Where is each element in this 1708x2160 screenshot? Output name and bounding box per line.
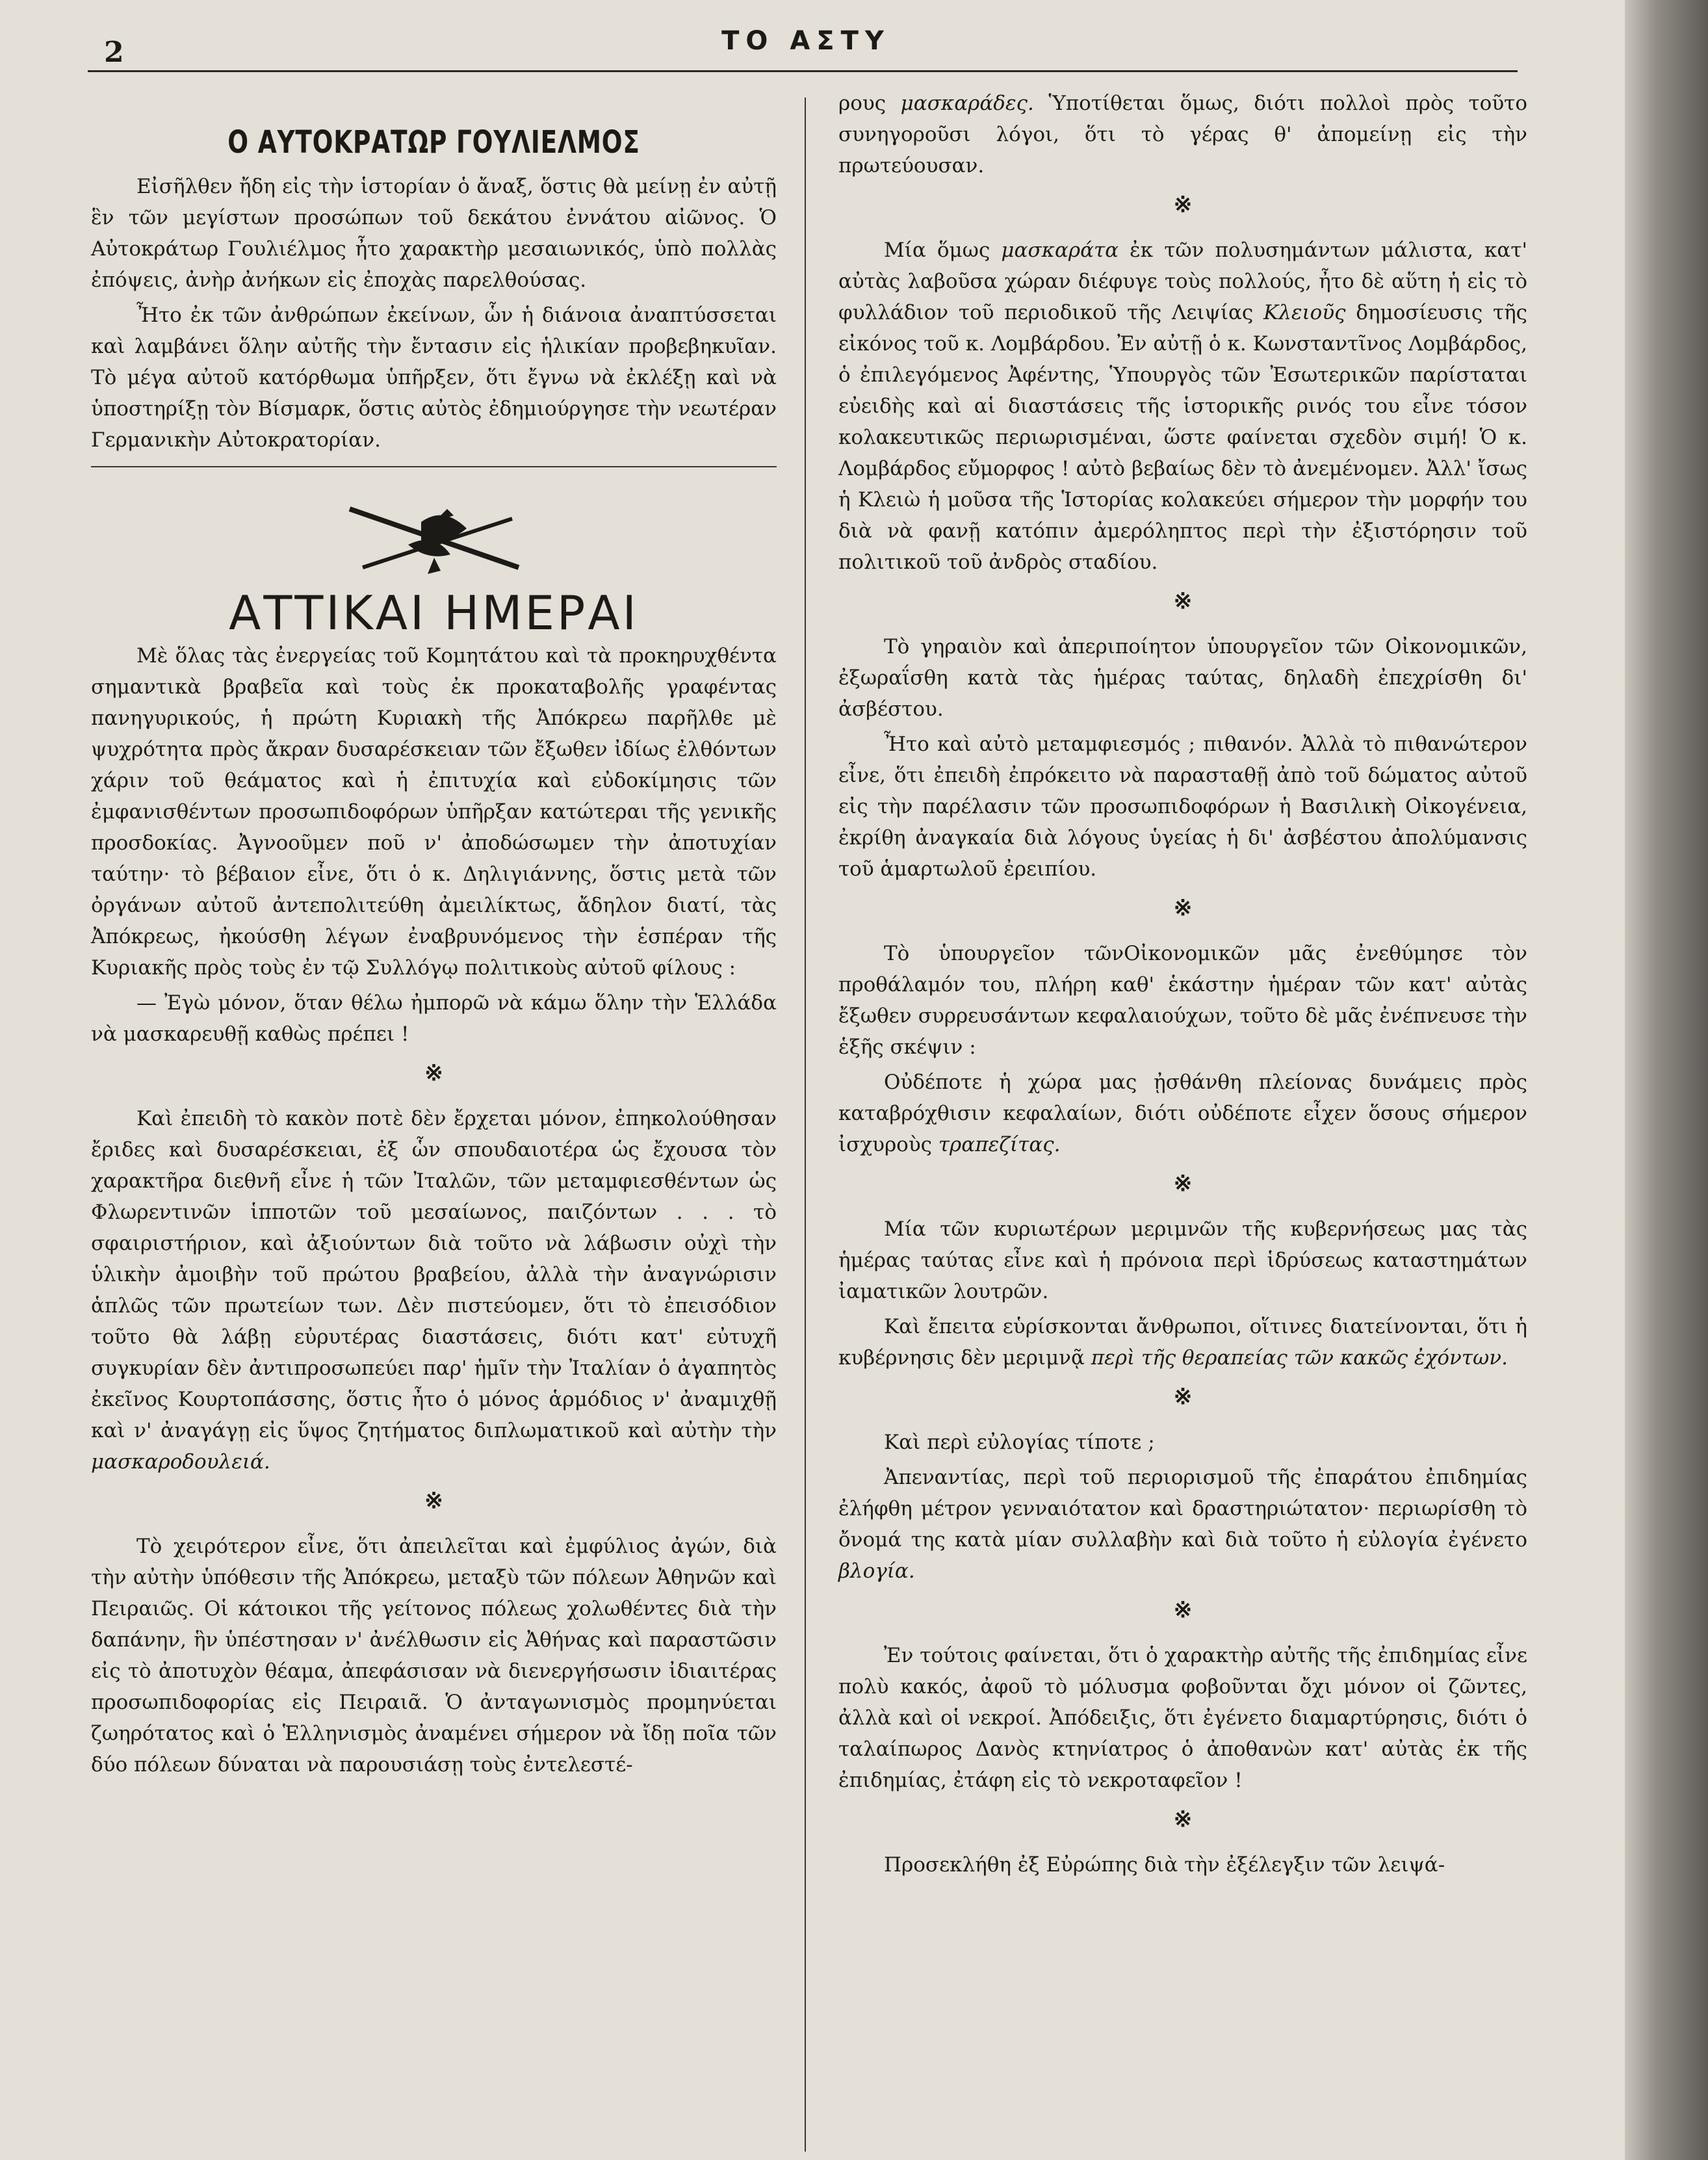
paragraph-text: ρους: [838, 92, 886, 115]
paragraph: [838, 1067, 1527, 1160]
column-divider: [805, 98, 806, 2152]
asterism-separator: ※: [424, 1060, 443, 1086]
italic-word: μασκαράδες.: [900, 92, 1034, 115]
paragraph: [838, 1462, 1527, 1587]
asterism-separator: ※: [1173, 192, 1193, 218]
paragraph-text: Καὶ ἔπειτα εὑρίσκονται ἄνθρωποι, οἵτινες διατείνονται, ὅτι ἡ κυβέρνησις δὲν μεριμνᾷ: [838, 1315, 1527, 1370]
paragraph-text: ἐκ τῶν πολυσημάντων μάλιστα, κατ' αὐτὰς λαβοῦσα χώραν διέφυγε τοὺς πολλούς, ἦτο δὲ αὕτη ἡ εἰς τὸ φυλλάδιον τοῦ περιοδικοῦ τῆς Λειψίας: [838, 239, 1528, 324]
left-column: [91, 101, 777, 1784]
asterism-separator: ※: [1173, 1171, 1193, 1197]
asterism-separator: ※: [424, 1488, 443, 1514]
page-number: 2: [104, 36, 124, 69]
paragraph: Ἐν τούτοις φαίνεται, ὅτι ὁ χαρακτὴρ αὐτῆς τῆς ἐπιδημίας εἶνε πολὺ κακός, ἀφοῦ τὸ μόλυσμα φοβοῦνται ὄχι μόνον οἱ ζῶντες, ἀλλὰ καὶ οἱ νεκροί. Ἀπόδειξις, ὅτι ἐγένετο διαμαρτύρησις, διότι ὁ ταλαίπωρος Δανὸς κτηνίατρος ὁ ἀποθανὼν κατ' αὐτὰς ἐκ τῆς ἐπιδημίας, ἐτάφη εἰς τὸ νεκροταφεῖον !: [838, 1644, 1527, 1792]
asterism-separator: ※: [1173, 1384, 1193, 1410]
paragraph: Ἦτο ἐκ τῶν ἀνθρώπων ἐκείνων, ὧν ἡ διάνοια ἀναπτύσσεται καὶ λαμβάνει ὅλην αὐτῆς τὴν ἔντασιν εἰς ἡλικίαν προβεβηκυῖαν. Τὸ μέγα αὐτοῦ κατόρθωμα ὑπῆρξεν, ὅτι ἔγνω νὰ ἐκλέξῃ καὶ νὰ ὑποστηρίξῃ τὸν Βίσμαρκ, ὅστις αὐτὸς ἐδημιούργησε τὴν νεωτέραν Γερμανικὴν Αὐτοκρατορίαν.: [91, 304, 777, 452]
section-divider: [91, 466, 777, 467]
quill-pen-icon: [337, 483, 532, 593]
paragraph: — Ἐγὼ μόνον, ὅταν θέλω ἠμπορῶ νὰ κάμω ὅλην τὴν Ἑλλάδα νὰ μασκαρευθῇ καθὼς πρέπει !: [91, 991, 777, 1046]
newspaper-title: ΤΟ ΑΣΤΥ: [721, 26, 890, 56]
paragraph: [838, 1311, 1527, 1373]
paragraph: Μὲ ὅλας τὰς ἐνεργείας τοῦ Κομητάτου καὶ τὰ προκηρυχθέντα σημαντικὰ βραβεῖα καὶ τοὺς ἐκ προκαταβολῆς γραφέντας πανηγυρικούς, ἡ πρώτη Κυριακὴ τῆς Ἀπόκρεω παρῆλθε μὲ ψυχρότητα πρὸς ἄκραν δυσαρέσκειαν τῶν ἔξωθεν ἰδίως ἐλθόντων χάριν τοῦ θεάματος καὶ ἡ ἐπιτυχία καὶ εὐδοκίμησις τῶν ἐμφανισθέντων προσωπιδοφόρων ὑπῆρξαν κατώτεραι τῆς γενικῆς προσδοκίας. Ἀγνοοῦμεν ποῦ ν' ἀποδώσωμεν τὴν ἀποτυχίαν ταύτην· τὸ βέβαιον εἶνε, ὅτι ὁ κ. Δηλιγιάννης, ὅστις μετὰ τῶν ὀργάνων αὐτοῦ ἀντεπολιτεύθη ἀμειλίκτως, ἄδηλον διατί, τὰς Ἀπόκρεως, ἠκούσθη λέγων ἐναβρυνόμενος τὴν ἑσπέραν τῆς Κυριακῆς πρὸς τοὺς ἐν τῷ Συλλόγῳ πολιτικοὺς αὐτοῦ φίλους :: [91, 644, 777, 980]
italic-word: Κλειοῦς: [1263, 301, 1346, 324]
paragraph-text: Ἀπεναντίας, περὶ τοῦ περιορισμοῦ τῆς ἐπαράτου ἐπιδημίας ἐλήφθη μέτρον γενναιότατον καὶ δραστηριώτατον· περιωρίσθη τὸ ὄνομά της κατὰ μίαν συλλαβὴν καὶ διὰ τοῦτο ἡ εὐλογία ἐγένετο: [838, 1466, 1527, 1552]
paragraph: [838, 88, 1527, 181]
paragraph-text: Καὶ ἐπειδὴ τὸ κακὸν ποτὲ δὲν ἔρχεται μόνον, ἐπηκολούθησαν ἔριδες καὶ δυσαρέσκειαι, ἐξ ὧν σπουδαιοτέρα ὡς ἔχουσα τὸν χαρακτῆρα διεθνῆ εἶνε ἡ τῶν Ἰταλῶν, τῶν μεταμφιεσθέντων ὡς Φλωρεντινῶν ἱπποτῶν τοῦ μεσαίωνος, παιζόντων . . . τὸ σφαιριστήριον, καὶ ἀξιούντων διὰ τοῦτο νὰ λάβωσιν οὐχὶ τὴν ὑλικὴν ἀμοιβὴν τοῦ πρώτου βραβείου, ἀλλὰ τὴν ἀναγνώρισιν ἁπλῶς τῶν πρωτείων των. Δὲν πιστεύομεν, ὅτι τὸ ἐπεισόδιον τοῦτο θὰ λάβῃ εὐρυτέρας διαστάσεις, διότι κατ' εὐτυχῆ συγκυρίαν δὲν ἀντιπροσωπεύει παρ' ἡμῖν τὴν Ἰταλίαν ὁ ἀγαπητὸς ἐκεῖνος Κουρτοπάσσης, ὅστις ἦτο ὁ μόνος ἁρμόδιος ν' ἀναμιχθῇ καὶ ν' ἀναγάγῃ εἰς ὕψος ζητήματος διπλωματικοῦ καὶ αὐτὴν τὴν: [91, 1107, 777, 1442]
paragraph: [838, 235, 1527, 578]
right-column: [838, 88, 1527, 1884]
paragraph: Τὸ ὑπουργεῖον τῶνΟἰκονομικῶν μᾶς ἐνεθύμησε τὸν προθάλαμόν του, πλήρη καθ' ἑκάστην ἡμέραν τῶν κατ' αὐτὰς ἔξωθεν συρρευσάντων κεφαλαιούχων, τοῦτο δὲ μᾶς ἐνέπνευσε τὴν ἑξῆς σκέψιν :: [838, 942, 1527, 1059]
paragraph: Μία τῶν κυριωτέρων μεριμνῶν τῆς κυβερνήσεως μας τὰς ἡμέρας ταύτας εἶνε καὶ ἡ πρόνοια περὶ ἱδρύσεως καταστημάτων ἰαματικῶν λουτρῶν.: [838, 1217, 1527, 1303]
italic-word: βλογία.: [838, 1559, 915, 1583]
asterism-separator: ※: [1173, 1597, 1193, 1623]
paragraph-text: Ὑποτίθεται ὅμως, διότι πολλοὶ πρὸς τοῦτο συνηγοροῦσι λόγοι, ὅτι τὸ γέρας θ' ἀπομείνῃ εἰς τὴν πρωτεύουσαν.: [838, 92, 1527, 177]
paragraph: Εἰσῆλθεν ἤδη εἰς τὴν ἱστορίαν ὁ ἄναξ, ὅστις θὰ μείνῃ ἐν αὐτῇ ἓν τῶν μεγίστων προσώπων τοῦ δεκάτου ἐννάτου αἰῶνος. Ὁ Αὐτοκράτωρ Γουλιέλμος ἦτο χαρακτὴρ μεσαιωνικός, ὑπὸ πολλὰς ἐπόψεις, ἀνὴρ ἀνήκων εἰς ἐποχὰς παρελθούσας.: [91, 175, 777, 292]
paragraph: Καὶ περὶ εὐλογίας τίποτε ;: [884, 1431, 1155, 1454]
paragraph: Προσεκλήθη ἐξ Εὐρώπης διὰ τὴν ἐξέλεγξιν τῶν λειψά-: [884, 1853, 1445, 1877]
paragraph: Τὸ γηραιὸν καὶ ἀπεριποίητον ὑπουργεῖον τῶν Οἰκονομικῶν, ἐξωραΐσθη κατὰ τὰς ἡμέρας ταύτας, δηλαδὴ ἐπεχρίσθη δι' ἀσβέστου.: [838, 635, 1527, 721]
paragraph: Ἦτο καὶ αὐτὸ μεταμφιεσμός ; πιθανόν. Ἀλλὰ τὸ πιθανώτερον εἶνε, ὅτι ἐπειδὴ ἐπρόκειτο νὰ παρασταθῇ ἀπὸ τοῦ δώματος αὐτοῦ εἰς τὴν παρέλασιν τῶν προσωπιδοφόρων ἡ Βασιλικὴ Οἰκογένεια, ἐκρίθη ἀναγκαία διὰ λόγους ὑγείας ἡ δι' ἀσβέστου ἀπολύμανσις τοῦ ἁμαρτωλοῦ ἐρειπίου.: [838, 733, 1527, 881]
crossed-pens-ornament: [91, 483, 777, 593]
paragraph: Τὸ χειρότερον εἶνε, ὅτι ἀπειλεῖται καὶ ἐμφύλιος ἀγών, διὰ τὴν αὐτὴν ὑπόθεσιν τῆς Ἀπόκρεω, μεταξὺ τῶν πόλεων Ἀθηνῶν καὶ Πειραιῶς. Οἱ κάτοικοι τῆς γείτονος πόλεως χολωθέντες διὰ τὴν δαπάνην, ἣν ὑπέστησαν ν' ἀνέλθωσιν εἰς Ἀθήνας καὶ παραστῶσιν εἰς τὸ ἀποτυχὸν θέαμα, ἀπεφάσισαν νὰ διενεργήσωσιν ἰδιαιτέρας προσωπιδοφορίας εἰς Πειραιᾶ. Ὁ ἀνταγωνισμὸς προμηνύεται ζωηρότατος καὶ ὁ Ἑλληνισμὸς ἀναμένει σήμερον νὰ ἴδῃ ποῖα τῶν δύο πόλεων δύναται νὰ παρουσιάσῃ τοὺς ἐντελεστέ-: [91, 1535, 777, 1776]
paragraph-text: δημοσίευσις τῆς εἰκόνος τοῦ κ. Λομβάρδου. Ἐν αὐτῇ ὁ κ. Κωνσταντῖνος Λομβάρδος, ὁ ἐπιλεγόμενος Ἀφέντης, Ὑπουργὸς τῶν Ἐσωτερικῶν παρίσταται εὐειδὴς καὶ αἱ διαστάσεις τῆς ἱστορικῆς ρινός του εἶνε τόσον κολακευτικῶς περιωρισμέναι, ὥστε φαίνεται σχεδὸν σιμή! Ὁ κ. Λομβάρδος εὔμορφος ! αὐτὸ βεβαίως δὲν τὸ ἀνεμένομεν. Ἀλλ' ἴσως ἡ Κλειὼ ἡ μοῦσα τῆς Ἱστορίας κολακεύει σήμερον τὴν μορφήν του διὰ νὰ φανῇ κατόπιν ἀμερόληπτος περὶ τὴν ἐξιστόρησιν τοῦ πολιτικοῦ τοῦ ἀνδρὸς σταδίου.: [838, 301, 1528, 574]
asterism-separator: ※: [1173, 895, 1193, 921]
asterism-separator: ※: [1173, 1806, 1193, 1832]
italic-word: τραπεζίτας.: [938, 1133, 1061, 1156]
asterism-separator: ※: [1173, 588, 1193, 614]
italic-word: μασκαράτα: [1001, 239, 1119, 262]
article-headline: Ο ΑΥΤΟΚΡΑΤΩΡ ΓΟΥΛΙΕΛΜΟΣ: [227, 124, 640, 161]
italic-word: μασκαροδουλειά.: [91, 1450, 270, 1474]
italic-word: περὶ τῆς θεραπείας τῶν κακῶς ἐχόντων.: [1091, 1346, 1508, 1370]
section-title: ΑΤΤΙΚΑΙ ΗΜΕΡΑΙ: [229, 586, 639, 640]
page-edge-shadow: [1625, 0, 1708, 2160]
paragraph: [91, 1103, 777, 1477]
paragraph-text: Οὐδέποτε ἡ χώρα μας ᾐσθάνθη πλείονας δυνάμεις πρὸς καταβρόχθισιν κεφαλαίων, διότι οὐδέποτε εἶχεν ὅσους σήμερον ἰσχυροὺς: [838, 1071, 1527, 1156]
paragraph-text: Μία ὅμως: [884, 239, 990, 262]
header-rule: [88, 70, 1518, 72]
